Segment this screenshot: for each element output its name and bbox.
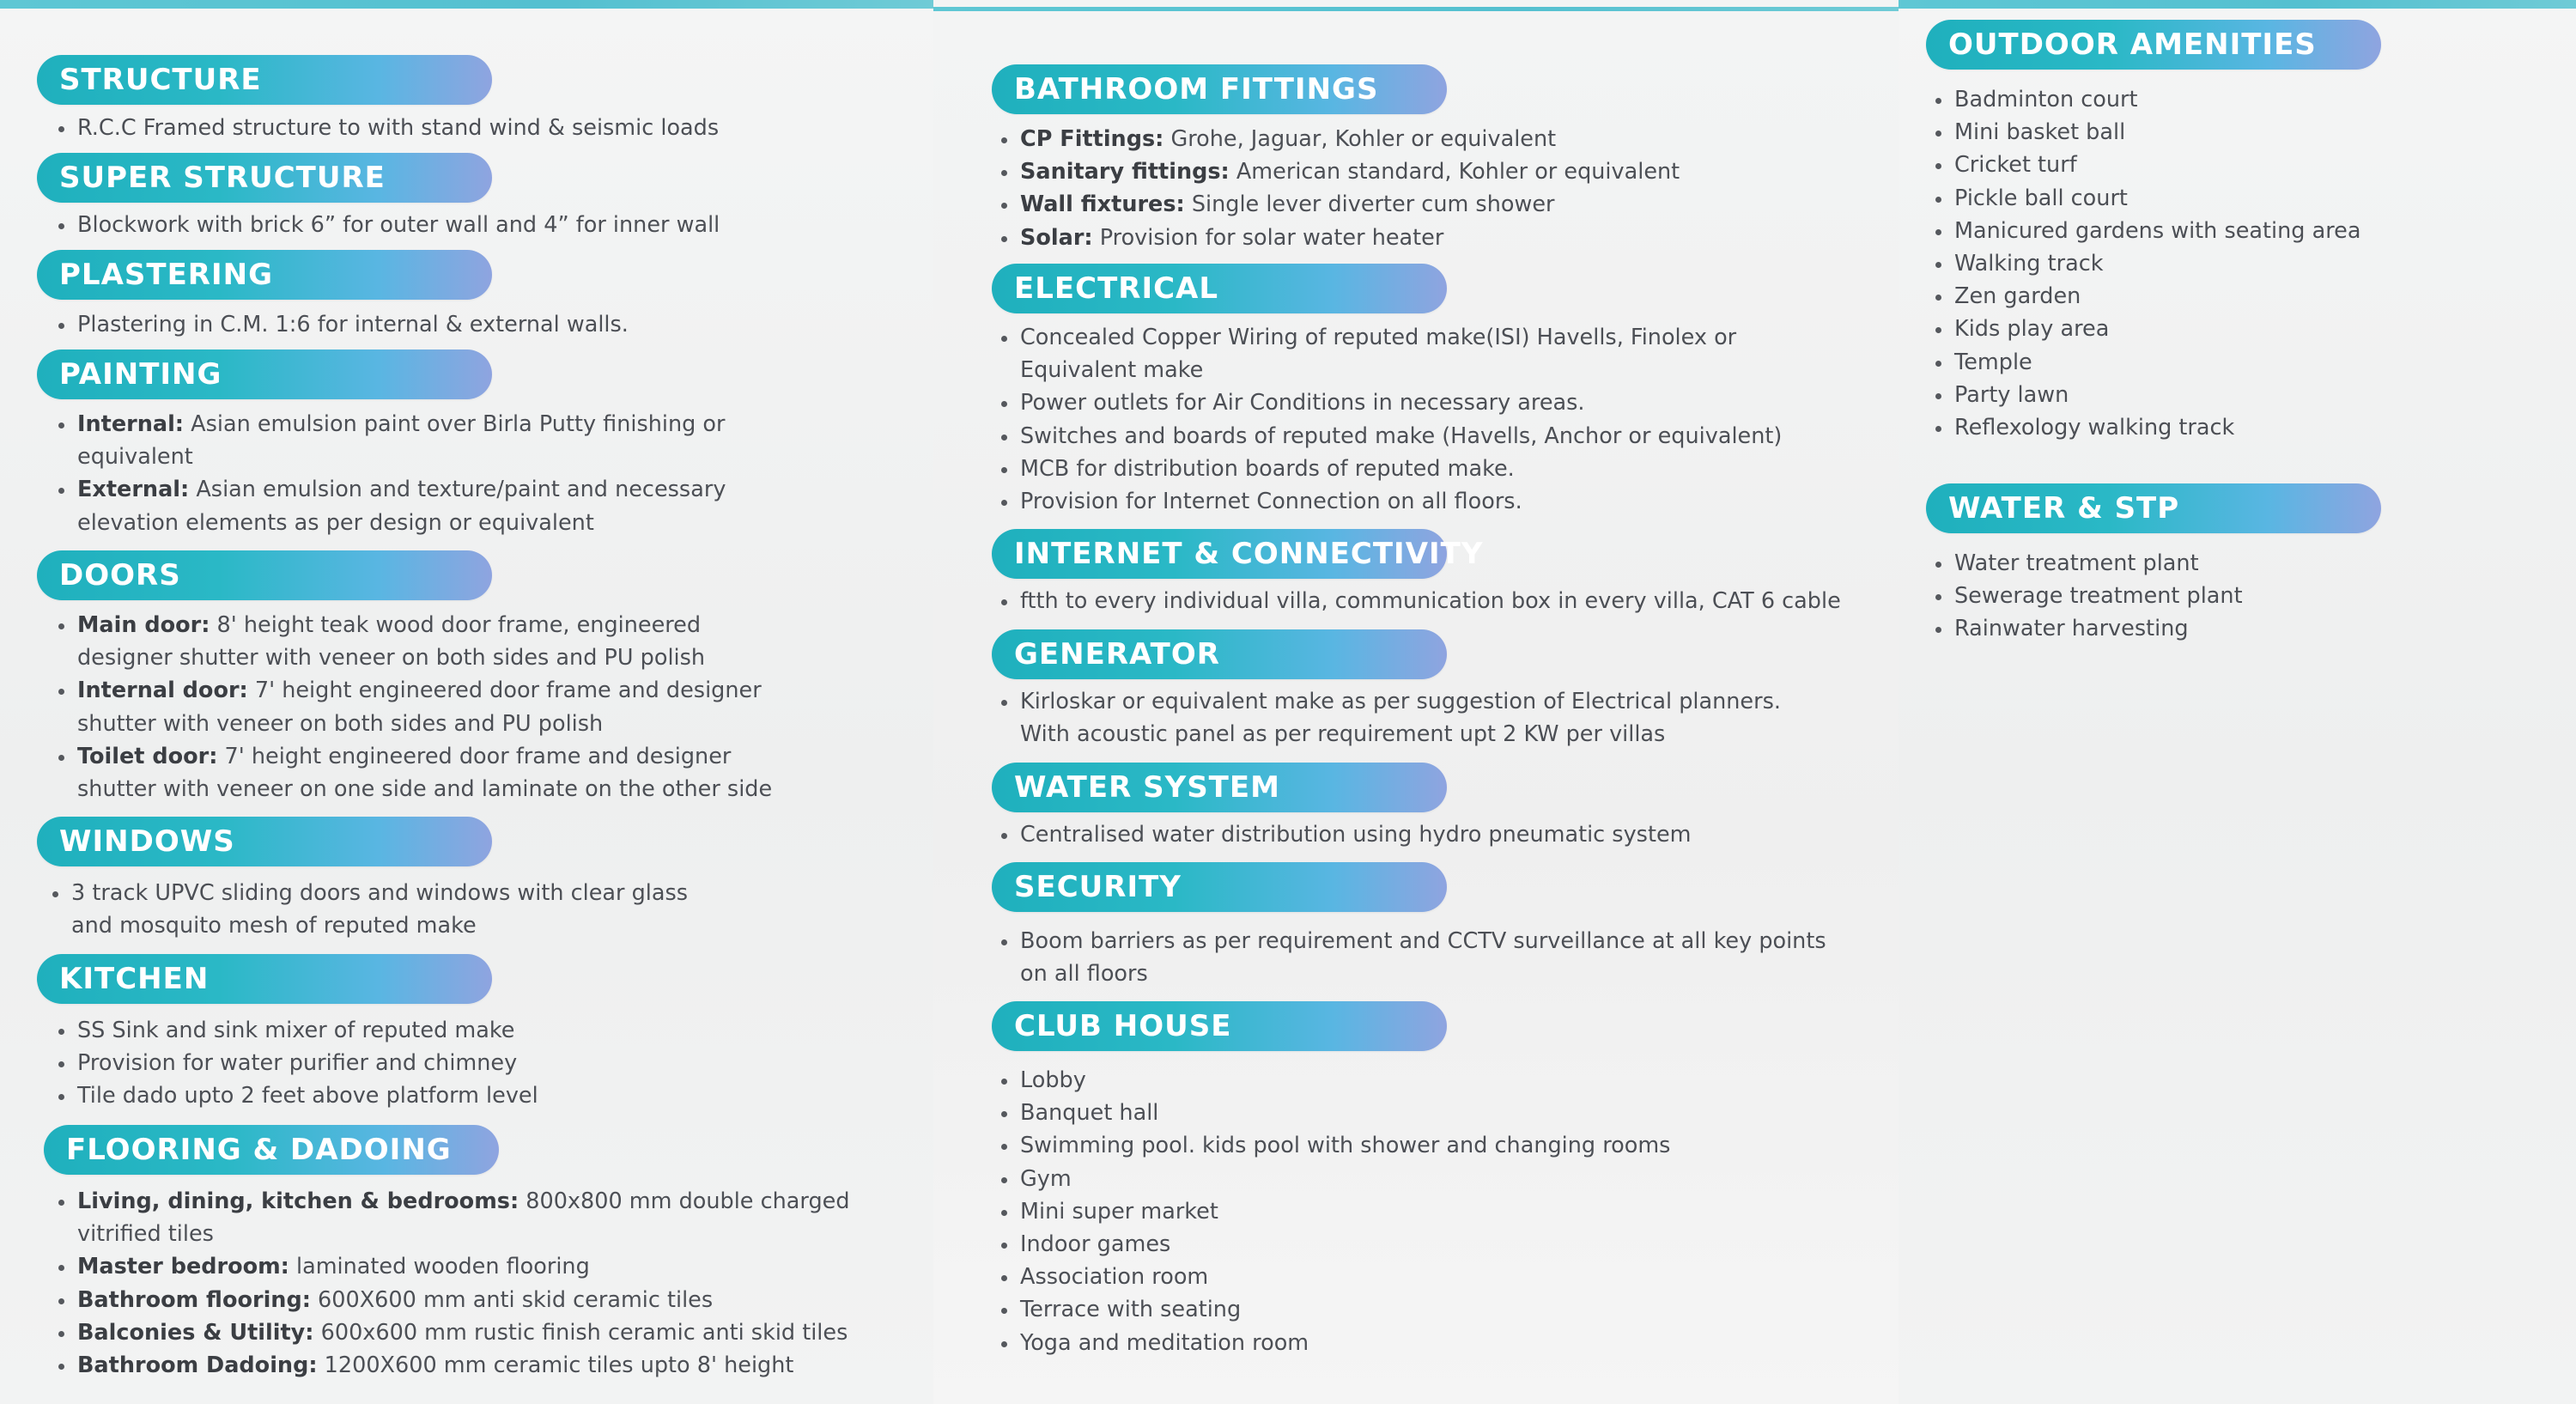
club-house-list bbox=[997, 1064, 1856, 1359]
list-item: SS Sink and sink mixer of reputed make bbox=[54, 1014, 827, 1047]
list-item: Mini basket ball bbox=[1931, 116, 2549, 149]
list-item: ftth to every individual villa, communication box in every villa, CAT 6 cable bbox=[997, 585, 1856, 617]
item-label: Solar: bbox=[1020, 224, 1093, 251]
item-label: Wall fixtures: bbox=[1020, 191, 1185, 218]
item-label: Internal: bbox=[77, 411, 185, 437]
list-item bbox=[54, 1250, 930, 1283]
list-item bbox=[54, 740, 801, 805]
section-heading-doors: DOORS bbox=[37, 550, 492, 600]
electrical-list bbox=[997, 321, 1856, 518]
list-item: Kirloskar or equivalent make as per suggestion of Electrical planners. With acoustic panel as per requirement upt 2 KW per villas bbox=[997, 685, 1804, 751]
super-structure-list bbox=[54, 209, 878, 241]
list-item bbox=[997, 222, 1847, 254]
list-item: Pickle ball court bbox=[1931, 182, 2549, 215]
section-heading-water-system: WATER SYSTEM bbox=[992, 763, 1447, 812]
item-text: American standard, Kohler or equivalent bbox=[1236, 159, 1680, 185]
generator-list bbox=[997, 685, 1804, 751]
section-heading-plastering: PLASTERING bbox=[37, 250, 492, 300]
item-text: Grohe, Jaguar, Kohler or equivalent bbox=[1170, 126, 1557, 152]
list-item bbox=[997, 188, 1847, 221]
list-item: Walking track bbox=[1931, 247, 2549, 280]
kitchen-list bbox=[54, 1014, 827, 1113]
list-item: Lobby bbox=[997, 1064, 1856, 1097]
list-item: Blockwork with brick 6” for outer wall and 4” for inner wall bbox=[54, 209, 878, 241]
item-label: CP Fittings: bbox=[1020, 126, 1164, 152]
list-item: Zen garden bbox=[1931, 280, 2549, 313]
item-label: Toilet door: bbox=[77, 743, 218, 769]
list-item: Association room bbox=[997, 1261, 1856, 1293]
flooring-list bbox=[54, 1185, 930, 1382]
section-heading-generator: GENERATOR bbox=[992, 629, 1447, 679]
water-stp-list bbox=[1931, 547, 2549, 646]
doors-list bbox=[54, 609, 801, 805]
plastering-list bbox=[54, 308, 878, 341]
item-text: laminated wooden flooring bbox=[296, 1254, 590, 1280]
list-item: Gym bbox=[997, 1163, 1856, 1195]
list-item bbox=[997, 155, 1847, 188]
list-item bbox=[54, 1316, 930, 1349]
section-heading-internet-connectivity: INTERNET & CONNECTIVITY bbox=[992, 529, 1447, 579]
list-item: Swimming pool. kids pool with shower and changing rooms bbox=[997, 1129, 1856, 1162]
list-item: Power outlets for Air Conditions in necessary areas. bbox=[997, 386, 1856, 419]
item-text: 800x800 mm double charged vitrified tiles bbox=[77, 1188, 850, 1248]
security-list bbox=[997, 925, 1830, 990]
item-text: 7' height engineered door frame and designer shutter with veneer on both sides and PU polish bbox=[77, 678, 762, 737]
section-heading-flooring-dadoing: FLOORING & DADOING bbox=[44, 1125, 499, 1175]
item-label: Internal door: bbox=[77, 678, 248, 704]
list-item: Terrace with seating bbox=[997, 1293, 1856, 1326]
list-item: 3 track UPVC sliding doors and windows with clear glass and mosquito mesh of reputed make bbox=[48, 877, 735, 942]
item-text: 1200X600 mm ceramic tiles upto 8' height bbox=[324, 1352, 794, 1379]
list-item: Water treatment plant bbox=[1931, 547, 2549, 580]
list-item: Boom barriers as per requirement and CCTV surveillance at all key points on all floors bbox=[997, 925, 1830, 990]
item-text: Single lever diverter cum shower bbox=[1191, 191, 1555, 218]
section-heading-water-stp: WATER & STP bbox=[1926, 483, 2381, 533]
list-item: Mini super market bbox=[997, 1195, 1856, 1228]
item-label: Bathroom Dadoing: bbox=[77, 1352, 318, 1379]
item-text: 600x600 mm rustic finish ceramic anti skid tiles bbox=[320, 1319, 848, 1346]
list-item: Tile dado upto 2 feet above platform level bbox=[54, 1079, 827, 1112]
list-item: Provision for Internet Connection on all floors. bbox=[997, 485, 1856, 518]
section-heading-windows: WINDOWS bbox=[37, 817, 492, 866]
list-item: Sewerage treatment plant bbox=[1931, 580, 2549, 612]
item-text: 7' height engineered door frame and designer shutter with veneer on one side and laminate on the other side bbox=[77, 743, 773, 803]
section-heading-super-structure: SUPER STRUCTURE bbox=[37, 153, 492, 203]
list-item bbox=[54, 1185, 930, 1250]
list-item: Badminton court bbox=[1931, 83, 2549, 116]
list-item: MCB for distribution boards of reputed make. bbox=[997, 453, 1856, 485]
list-item: Concealed Copper Wiring of reputed make(ISI) Havells, Finolex or Equivalent make bbox=[997, 321, 1856, 386]
list-item: Rainwater harvesting bbox=[1931, 612, 2549, 645]
list-item: Party lawn bbox=[1931, 379, 2549, 411]
list-item: Plastering in C.M. 1:6 for internal & external walls. bbox=[54, 308, 878, 341]
top-divider-left bbox=[0, 0, 933, 9]
list-item bbox=[54, 1349, 930, 1382]
windows-list bbox=[48, 877, 735, 942]
structure-list bbox=[54, 112, 878, 144]
list-item: Temple bbox=[1931, 346, 2549, 379]
item-text: 600X600 mm anti skid ceramic tiles bbox=[318, 1286, 714, 1313]
section-heading-outdoor-amenities: OUTDOOR AMENITIES bbox=[1926, 20, 2381, 70]
section-heading-bathroom-fittings: BATHROOM FITTINGS bbox=[992, 64, 1447, 114]
top-divider-right bbox=[1899, 0, 2576, 9]
list-item: R.C.C Framed structure to with stand wind & seismic loads bbox=[54, 112, 878, 144]
list-item: Switches and boards of reputed make (Havells, Anchor or equivalent) bbox=[997, 420, 1856, 453]
item-label: Living, dining, kitchen & bedrooms: bbox=[77, 1188, 519, 1214]
list-item: Cricket turf bbox=[1931, 149, 2549, 181]
outdoor-amenities-list bbox=[1931, 83, 2549, 444]
item-label: Balconies & Utility: bbox=[77, 1319, 314, 1346]
list-item: Yoga and meditation room bbox=[997, 1327, 1856, 1359]
section-heading-painting: PAINTING bbox=[37, 349, 492, 399]
list-item bbox=[54, 1284, 930, 1316]
list-item bbox=[54, 609, 801, 674]
section-heading-kitchen: KITCHEN bbox=[37, 954, 492, 1004]
item-label: Master bedroom: bbox=[77, 1254, 289, 1280]
list-item bbox=[54, 408, 732, 473]
item-text: Asian emulsion and texture/paint and necessary elevation elements as per design or equivalent bbox=[77, 477, 726, 536]
section-heading-security: SECURITY bbox=[992, 862, 1447, 912]
list-item bbox=[54, 674, 801, 739]
item-label: Sanitary fittings: bbox=[1020, 159, 1230, 185]
list-item: Banquet hall bbox=[997, 1097, 1856, 1129]
item-label: Bathroom flooring: bbox=[77, 1286, 311, 1313]
list-item: Provision for water purifier and chimney bbox=[54, 1047, 827, 1079]
painting-list bbox=[54, 408, 732, 539]
bathroom-fittings-list bbox=[997, 123, 1847, 254]
section-heading-structure: STRUCTURE bbox=[37, 55, 492, 105]
water-system-list bbox=[997, 818, 1856, 851]
section-heading-club-house: CLUB HOUSE bbox=[992, 1001, 1447, 1051]
item-text: Provision for solar water heater bbox=[1099, 224, 1444, 251]
item-text: Asian emulsion paint over Birla Putty finishing or equivalent bbox=[77, 411, 726, 471]
list-item bbox=[997, 123, 1847, 155]
list-item: Centralised water distribution using hydro pneumatic system bbox=[997, 818, 1856, 851]
internet-list bbox=[997, 585, 1856, 617]
item-label: External: bbox=[77, 477, 190, 503]
list-item: Reflexology walking track bbox=[1931, 411, 2549, 444]
list-item: Indoor games bbox=[997, 1228, 1856, 1261]
list-item: Manicured gardens with seating area bbox=[1931, 215, 2549, 247]
top-divider-middle bbox=[933, 7, 1899, 11]
item-label: Main door: bbox=[77, 612, 210, 638]
list-item bbox=[54, 473, 732, 538]
section-heading-electrical: ELECTRICAL bbox=[992, 264, 1447, 313]
list-item: Kids play area bbox=[1931, 313, 2549, 345]
item-text: 8' height teak wood door frame, engineered designer shutter with veneer on both sides and PU polish bbox=[77, 612, 706, 672]
